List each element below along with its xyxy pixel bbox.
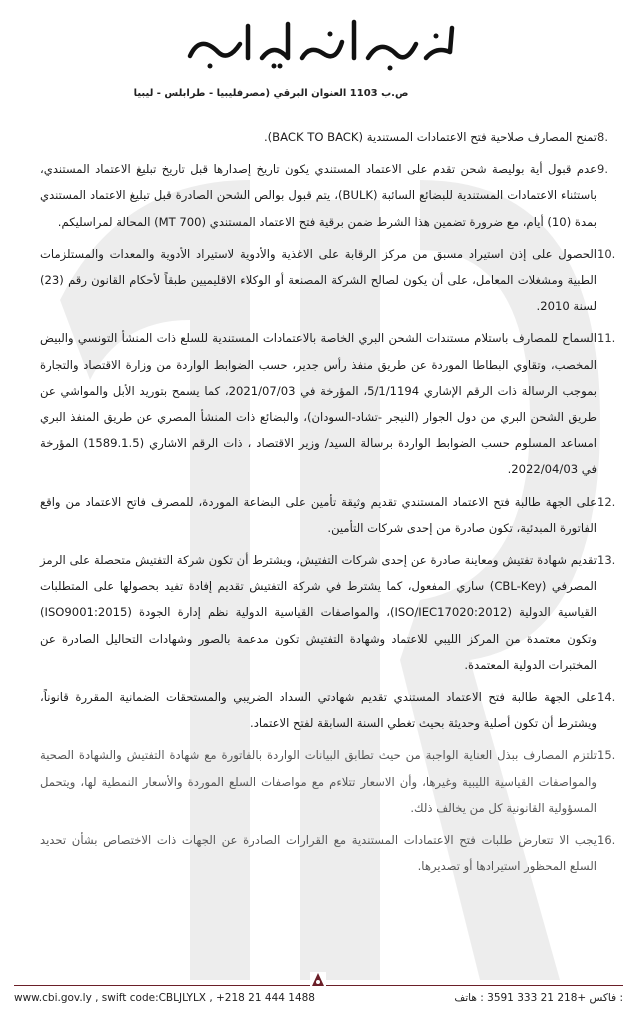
item-text: تمنح المصارف صلاحية فتح الاعتمادات المستندية (BACK TO BACK). <box>263 130 597 144</box>
item-number: 10. <box>597 246 616 261</box>
list-item <box>40 827 623 879</box>
item-text: السماح للمصارف باستلام مستندات الشحن البري الخاصة بالاعتمادات المستندية للسلع ذات المنشأ التونسي والبيض المخصب، وتقاوي البطاطا الموردة عن طريق منفذ رأس جدير، حسب الضوابط الواردة من وزارة الاقتصاد والتجارة بموجب الرسالة ذات الرقم الإشاري 5/1/1194، المؤرخة في 2021/07/03، كما يسمح بتوريد الأبل والمواشي عن طريق الشحن البري من دول الجوار (النيجر -تشاد-السودان)، والبضائع ذات المنشأ المصري عن طريق المنفذ البري امساعد المسلوم حسب الضوابط الواردة برسالة السيد/ وزير الاقتصاد ، ذات الرقم الاشاري (1589.1.5) المؤرخة في 2022/04/03. <box>40 331 598 477</box>
footer-website-swift-fax: www.cbi.gov.ly , swift code:CBLJLYLX , +218 21 444 1488 <box>14 992 315 1004</box>
item-text: على الجهة طالبة فتح الاعتماد المستندي تقديم شهادتي السداد الضريبي والمستحقات الضمانية المقررة قانوناً، ويشترط أن تكون أصلية وحديثة بحيث تغطي السنة السابقة لفتح الاعتماد. <box>40 690 597 731</box>
item-text: تقديم شهادة تفتيش ومعاينة صادرة عن إحدى شركات التفتيش، ويشترط أن تكون شركة التفتيش متحصلة على الرمز المصرفي (CBL-Key) ساري المفعول، كما يشترط في شركة التفتيش تقديم إفادة تفيد بحصولها على المتطلبات القياسية الدولية (ISO/IEC17020:2012)، والمواصفات القياسية الدولية نظم إدارة الجودة (ISO9001:2015) وتكون معتمدة من المركز الليبي للاعتماد وشهادة التفتيش تكون مدعمة بالصور وشهادات التحاليل الصادرة عن المختبرات الدولية المعتمدة. <box>40 553 597 672</box>
list-item <box>40 325 623 482</box>
item-text: على الجهة طالبة فتح الاعتماد المستندي تقديم وثيقة تأمين على البضاعة الموردة، للمصرف فاتح الاعتماد من واقع الفاتورة المبدئية، تكون صادرة من إحدى شركات التأمين. <box>40 494 597 535</box>
item-text: عدم قبول أية بوليصة شحن تقدم على الاعتماد المستندي يكون تاريخ إصدارها قبل تاريخ تبليغ الاعتماد المستندي، باستثناء الاعتمادات المستندية للبضائع السائبة (BULK)، يتم قبول بوالص الشحن الصادرة قبل تبليغ الاعتماد المستندي بمدة (10) أيام، مع ضرورة تضمين هذا الشرط ضمن برقية فتح الاعتماد المستندي (MT 700) المحالة لمراسليكم. <box>40 162 597 229</box>
postal-address: ص.ب 1103 العنوان البرقي (مصرفليبيا - طرابلس - ليبيا <box>133 88 409 99</box>
item-number: 11. <box>597 331 616 346</box>
footer-contact <box>14 992 623 1004</box>
list-item <box>40 489 623 541</box>
letterhead <box>0 8 637 108</box>
item-text: يجب الا تتعارض طلبات فتح الاعتمادات المستندية مع القرارات الصادرة عن الجهات ذات الاختصاص بشأن تحديد السلع المحظور استيرادها أو تصديرها. <box>40 833 597 874</box>
item-text: الحصول على إذن استيراد مسبق من مركز الرقابة على الاغذية والأدوية لاستيراد الأدوية والمعدات والمستلزمات الطبية ومشغلات المعامل، على أن يكون لصالح الشركة المصنعة أو الوكلاء الاقليميين طبقاً لأحكام القانون رقم (23) لسنة 2010. <box>40 246 597 314</box>
item-number: 9. <box>597 162 608 177</box>
item-number: 16. <box>597 833 616 848</box>
item-number: 13. <box>597 553 616 568</box>
item-number: 15. <box>597 748 616 763</box>
document-body <box>40 124 623 885</box>
list-item <box>40 124 623 150</box>
item-number: 8. <box>597 130 608 144</box>
list-item <box>40 684 623 736</box>
bank-name-text: مصرف ليبيا المركزي <box>320 72 329 73</box>
bank-logo <box>170 14 470 74</box>
emblem-icon <box>310 972 326 988</box>
list-item <box>40 547 623 678</box>
list-item <box>40 241 623 320</box>
item-number: 14. <box>597 690 616 705</box>
footer-phone: : فاكس +218 21 333 3591 : هاتف <box>454 992 623 1004</box>
list-item <box>40 156 623 235</box>
list-item <box>40 742 623 821</box>
item-number: 12. <box>597 494 616 509</box>
item-text: تلتزم المصارف ببذل العناية الواجبة من حيث تطابق البيانات الواردة بالفاتورة مع شهادة التفتيش والشهادة الصحية والمواصفات القياسية الليبية وغيرها، وأن الاسعار تتلاءم مع مواصفات السلع الموردة والأسعار النمطية لها، ويتحمل المسؤولية القانونية كل من يخالف ذلك. <box>40 748 597 815</box>
